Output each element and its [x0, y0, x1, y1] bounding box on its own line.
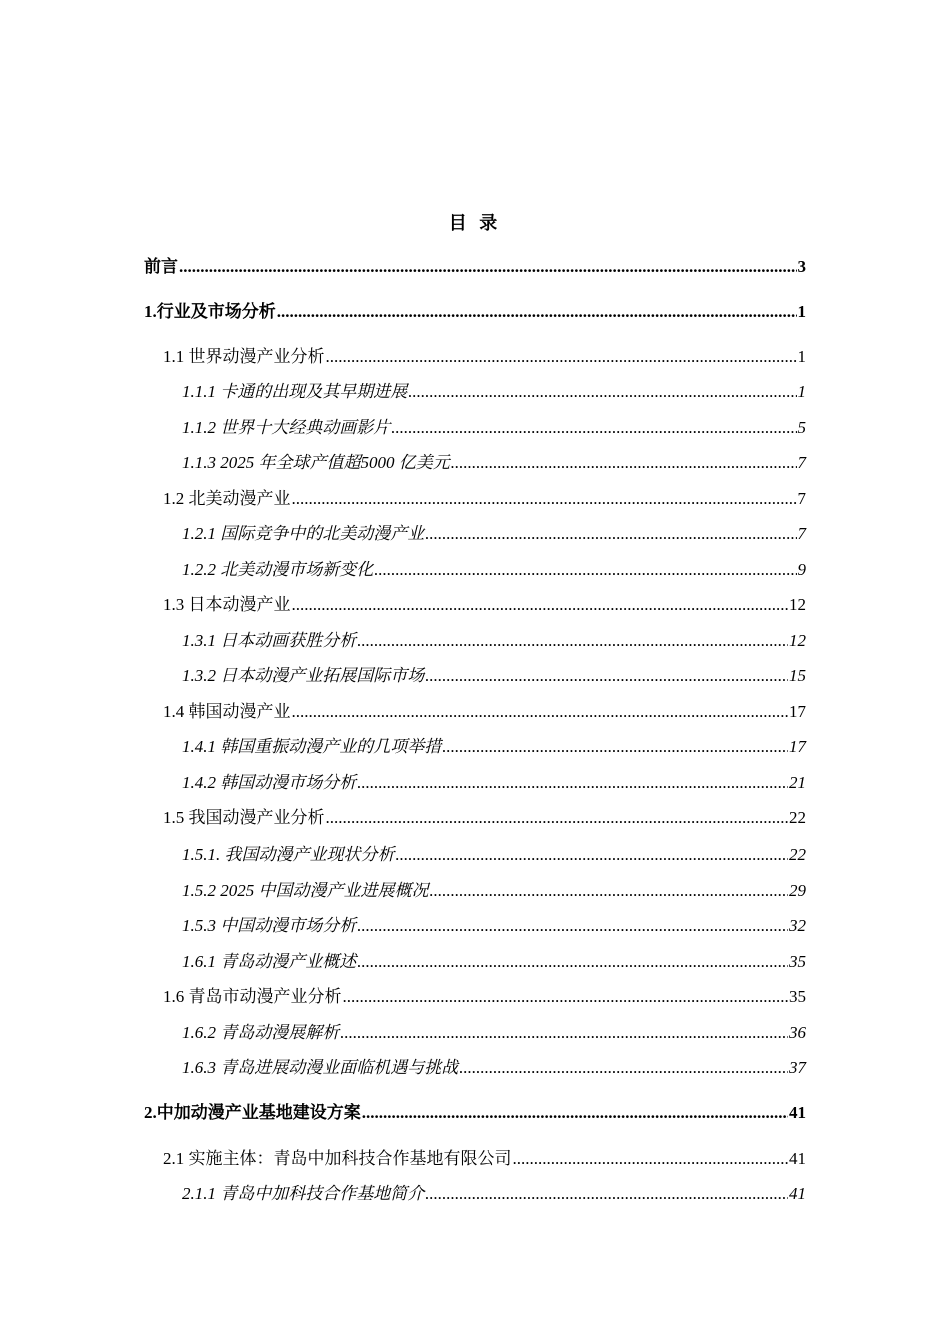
toc-entry-page: 7: [797, 524, 806, 543]
toc-entry-page: 17: [789, 702, 806, 721]
dot-leader: [396, 843, 789, 867]
toc-entry-label: 1.3 日本动漫产业: [163, 595, 291, 614]
toc-entry-page: 29: [789, 881, 806, 900]
dot-leader: [362, 1101, 788, 1125]
toc-entry-label: 2.1 实施主体：青岛中加科技合作基地有限公司: [163, 1149, 512, 1168]
toc-entry-label: 1.5 我国动漫产业分析: [163, 808, 325, 827]
toc-entry-label: 1.4.2 韩国动漫市场分析: [182, 773, 357, 792]
dot-leader: [425, 522, 796, 546]
toc-entry-label: 1.行业及市场分析: [144, 302, 276, 321]
toc-entry-label: 1.2.1 国际竞争中的北美动漫产业: [182, 524, 425, 543]
dot-leader: [408, 380, 796, 404]
toc-entry[interactable]: [182, 914, 806, 938]
dot-leader: [277, 300, 797, 324]
toc-entry-page: 12: [789, 631, 806, 650]
toc-entry-page: 22: [789, 845, 806, 864]
toc-entry[interactable]: [182, 1021, 806, 1045]
toc-entry-page: 35: [789, 987, 806, 1006]
toc-entry[interactable]: [163, 487, 806, 511]
toc-entry-page: 7: [797, 489, 806, 508]
toc-entry[interactable]: [163, 700, 806, 724]
toc-entry-label: 1.6.3 青岛进展动漫业面临机遇与挑战: [182, 1058, 459, 1077]
toc-entry[interactable]: [144, 300, 806, 324]
toc-entry-page: 9: [797, 560, 806, 579]
dot-leader: [357, 771, 788, 795]
toc-entry[interactable]: [182, 558, 806, 582]
page-title: 目 录: [448, 213, 502, 233]
toc-entry[interactable]: [182, 629, 806, 653]
toc-entry-label: 1.3.2 日本动漫产业拓展国际市场: [182, 666, 425, 685]
dot-leader: [292, 700, 789, 724]
dot-leader: [357, 950, 788, 974]
toc-entry-page: 35: [789, 952, 806, 971]
toc-entry[interactable]: [182, 1056, 806, 1080]
toc-entry[interactable]: [163, 593, 806, 617]
toc-entry-label: 2.1.1 青岛中加科技合作基地简介: [182, 1184, 425, 1203]
toc-entry-label: 2.中加动漫产业基地建设方案: [144, 1103, 361, 1122]
dot-leader: [425, 664, 788, 688]
toc-entry-page: 17: [789, 737, 806, 756]
toc-entry[interactable]: [182, 950, 806, 974]
toc-entry[interactable]: [182, 380, 806, 404]
toc-entry-label: 1.6.1 青岛动漫产业概述: [182, 952, 357, 971]
toc-entry-label: 1.3.1 日本动画获胜分析: [182, 631, 357, 650]
toc-entry-page: 1: [797, 302, 806, 321]
toc-entry[interactable]: [182, 664, 806, 688]
toc-entry-page: 1: [797, 347, 806, 366]
dot-leader: [292, 487, 797, 511]
toc-entry[interactable]: [182, 416, 806, 440]
dot-leader: [442, 735, 788, 759]
toc-entry[interactable]: [163, 985, 806, 1009]
toc-entry[interactable]: [182, 522, 806, 546]
toc-entry-page: 37: [789, 1058, 806, 1077]
toc-entry-label: 1.5.2 2025 中国动漫产业进展概况: [182, 881, 429, 900]
dot-leader: [425, 1182, 788, 1206]
dot-leader: [357, 914, 788, 938]
toc-entry-page: 41: [789, 1184, 806, 1203]
toc-entry[interactable]: [163, 345, 806, 369]
dot-leader: [326, 806, 789, 830]
toc-entry-page: 41: [789, 1149, 806, 1168]
toc-entry-label: 1.1 世界动漫产业分析: [163, 347, 325, 366]
toc-entry-page: 1: [797, 382, 806, 401]
toc-entry-page: 41: [789, 1103, 806, 1122]
toc-entry[interactable]: [144, 1101, 806, 1125]
toc-entry-page: 12: [789, 595, 806, 614]
dot-leader: [451, 451, 797, 475]
dot-leader: [374, 558, 796, 582]
dot-leader: [179, 255, 797, 279]
toc-entry[interactable]: [182, 735, 806, 759]
toc-entry-page: 15: [789, 666, 806, 685]
toc-entry-label: 1.6 青岛市动漫产业分析: [163, 987, 342, 1006]
dot-leader: [326, 345, 797, 369]
toc-entry-page: 21: [789, 773, 806, 792]
dot-leader: [430, 879, 789, 903]
dot-leader: [513, 1147, 789, 1171]
toc-entry[interactable]: [182, 1182, 806, 1206]
toc-entry-label: 1.1.2 世界十大经典动画影片: [182, 418, 391, 437]
toc-entry[interactable]: [163, 1147, 806, 1171]
dot-leader: [357, 629, 788, 653]
toc-entry[interactable]: [144, 255, 806, 279]
toc-entry-label: 1.6.2 青岛动漫展解析: [182, 1023, 340, 1042]
toc-entry[interactable]: [182, 879, 806, 903]
toc-entry-label: 1.1.1 卡通的出现及其早期进展: [182, 382, 408, 401]
toc-entry-label: 前言: [144, 257, 178, 276]
toc-entry[interactable]: [182, 451, 806, 475]
toc-entry-label: 1.5.1. 我国动漫产业现状分析: [182, 845, 395, 864]
toc-entry[interactable]: [163, 806, 806, 830]
toc-entry-page: 36: [789, 1023, 806, 1042]
toc-entry-page: 7: [797, 453, 806, 472]
toc-entry-label: 1.5.3 中国动漫市场分析: [182, 916, 357, 935]
toc-entry-label: 1.4.1 韩国重振动漫产业的几项举措: [182, 737, 442, 756]
toc-entry[interactable]: [182, 843, 806, 867]
toc-entry-label: 1.2 北美动漫产业: [163, 489, 291, 508]
dot-leader: [343, 985, 789, 1009]
toc-entry-label: 1.1.3 2025 年全球产值超5000 亿美元: [182, 453, 450, 472]
toc-entry-label: 1.2.2 北美动漫市场新变化: [182, 560, 374, 579]
toc-entry-label: 1.4 韩国动漫产业: [163, 702, 291, 721]
toc-entry-page: 5: [797, 418, 806, 437]
dot-leader: [292, 593, 789, 617]
toc-entry[interactable]: [182, 771, 806, 795]
dot-leader: [391, 416, 796, 440]
toc-entry-page: 22: [789, 808, 806, 827]
dot-leader: [459, 1056, 788, 1080]
toc-entry-page: 3: [797, 257, 806, 276]
dot-leader: [340, 1021, 788, 1045]
toc-entry-page: 32: [789, 916, 806, 935]
